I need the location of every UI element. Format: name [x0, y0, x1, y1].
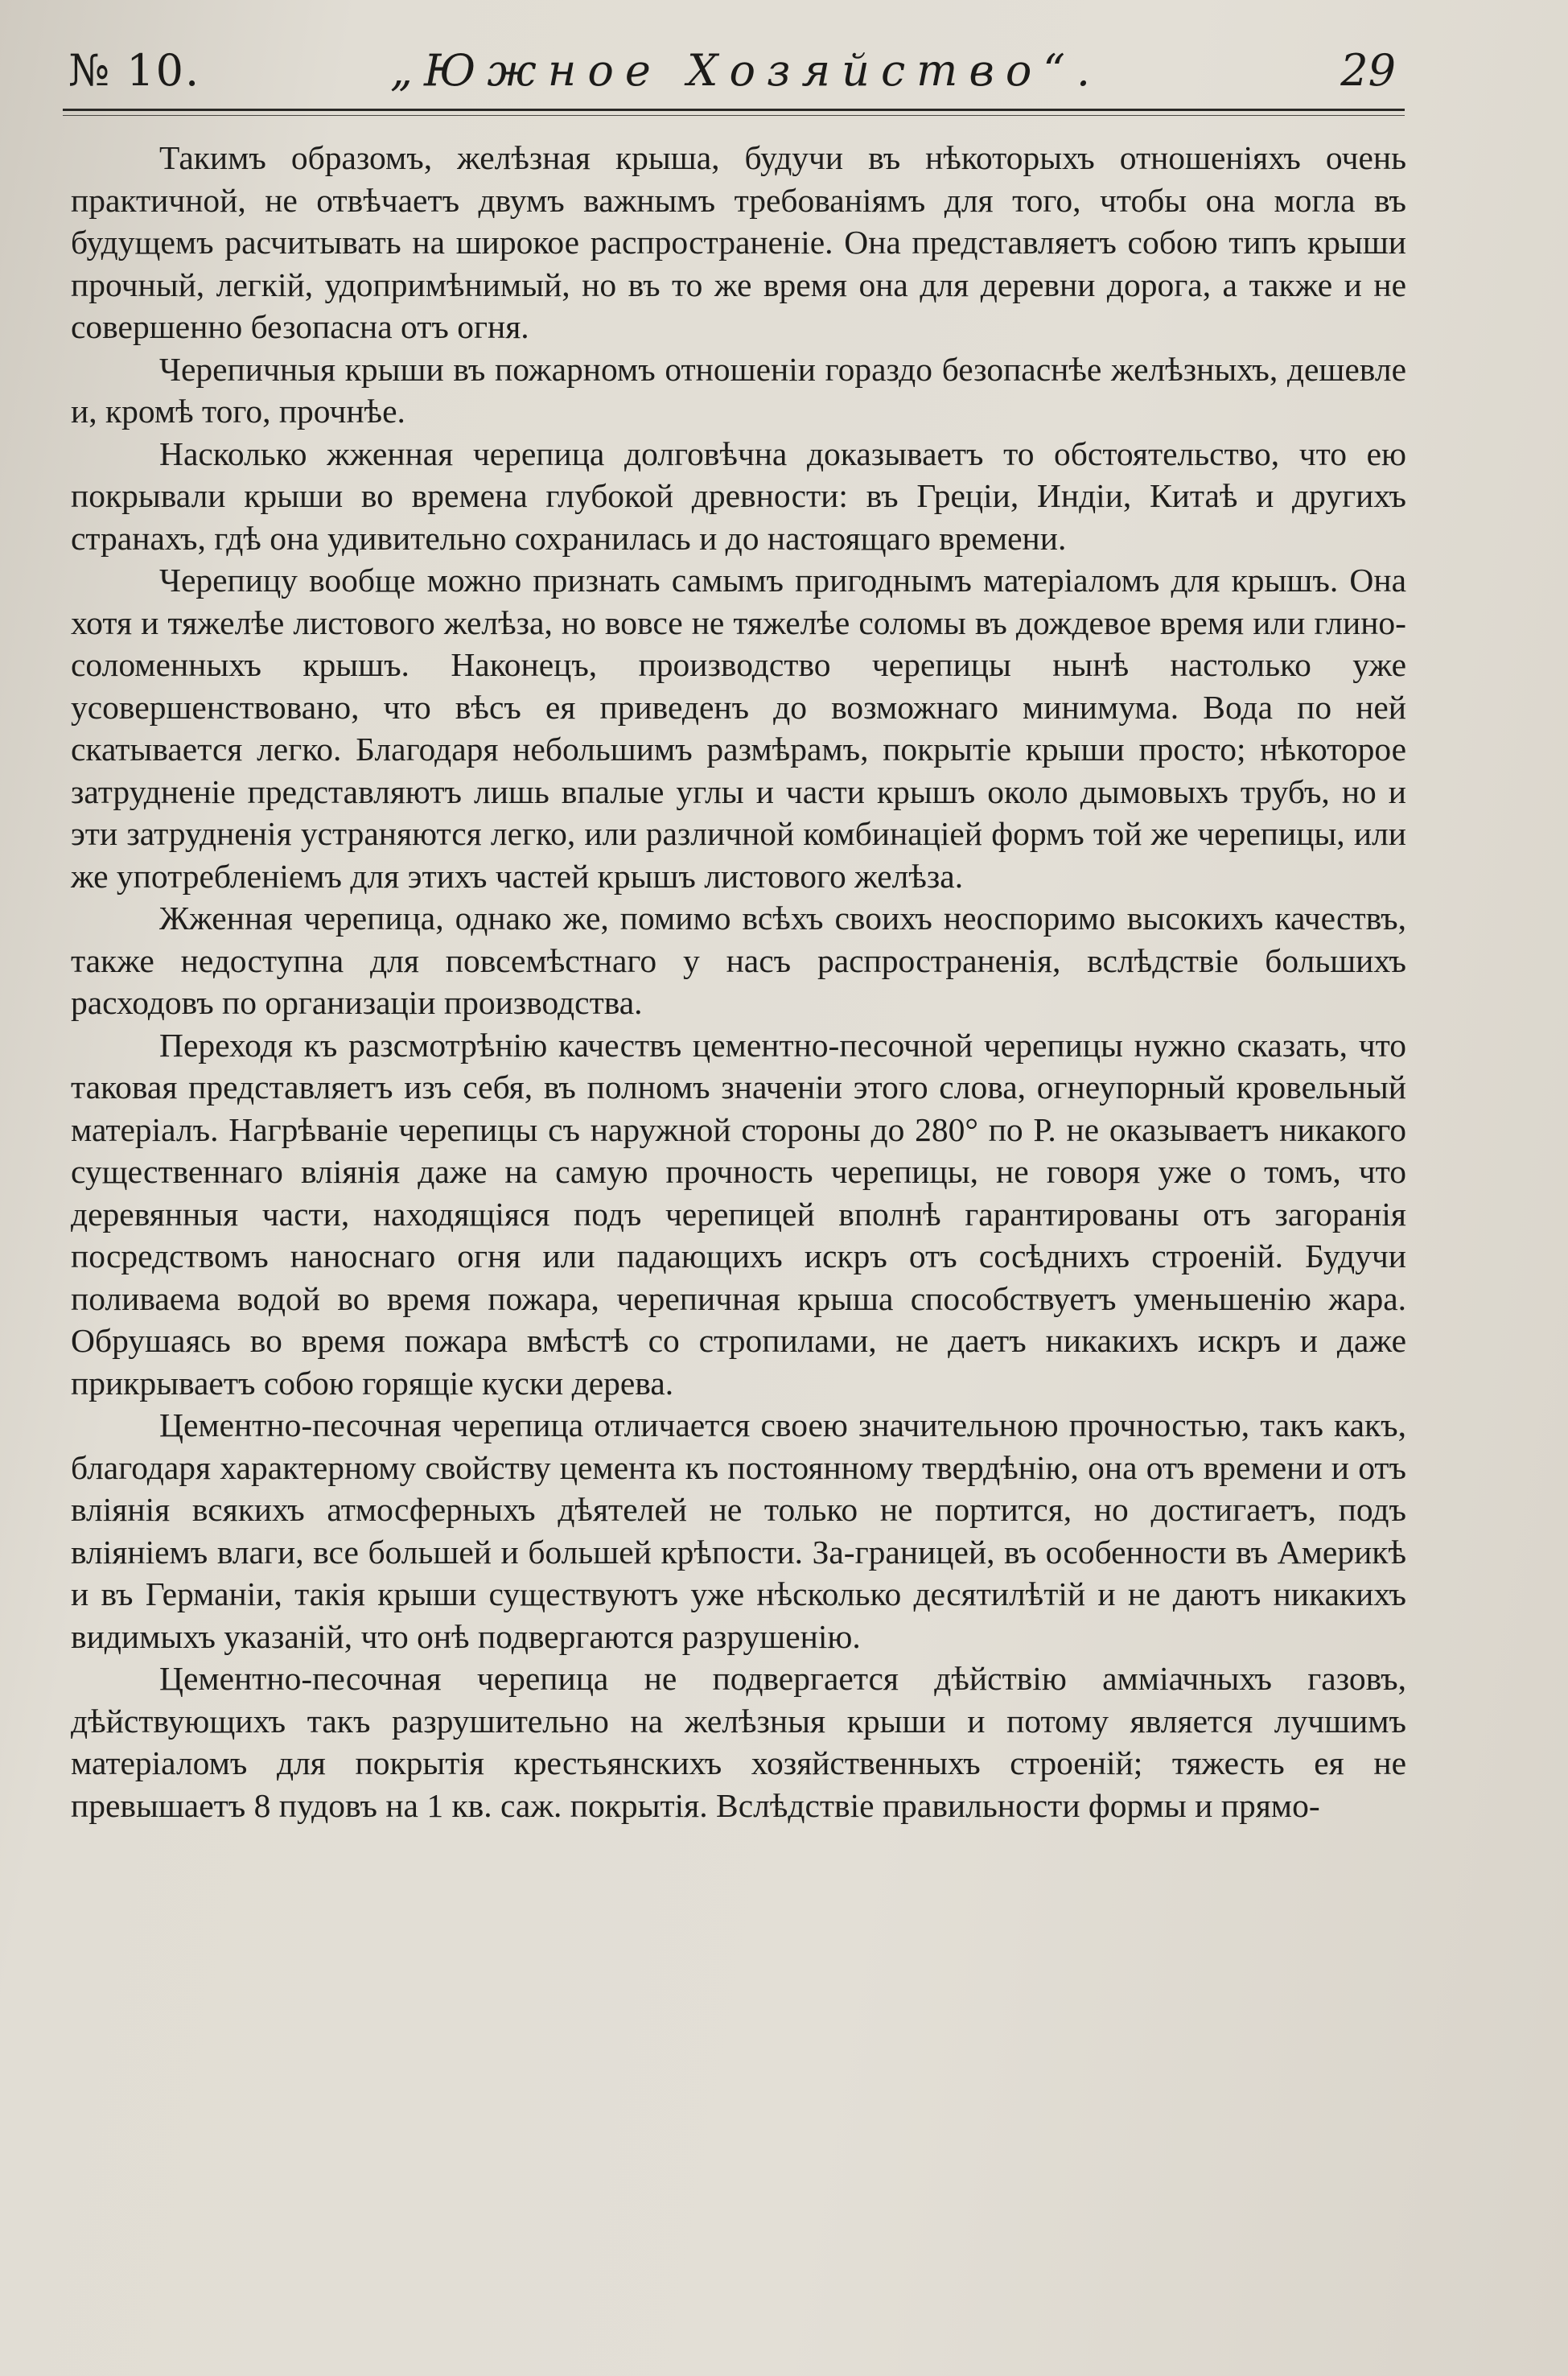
- paragraph: Жженная черепица, однако же, помимо всѣхъ своихъ неоспоримо высокихъ качествъ, также недоступна для повсемѣстнаго у насъ распространенія, вслѣдствіе большихъ расходовъ по организаціи производства.: [71, 900, 1406, 1021]
- page-number: 29: [1340, 45, 1396, 96]
- header-rule-thin: [63, 115, 1405, 116]
- header-rule: [63, 109, 1405, 111]
- paragraph: Цементно-песочная черепица не подвергается дѣйствію аммiачныхъ газовъ, дѣйствующихъ такъ разрушительно на желѣзныя крыши и потому является лучшимъ матеріаломъ для покрытія крестьянскихъ хозяйственныхъ строеній; тяжесть ея не превышаетъ 8 пудовъ на 1 кв. саж. покрытія. Вслѣдствіе правильности формы и прямо-: [71, 1660, 1406, 1824]
- article-body: [71, 137, 1406, 1826]
- journal-title: „Южное Хозяйство“.: [390, 45, 1102, 96]
- paragraph: Насколько жженная черепица долговѣчна доказываетъ то обстоятельство, что ею покрывали крыши во времена глубокой древности: въ Греціи, Индіи, Китаѣ и другихъ странахъ, гдѣ она удивительно сохранилась и до настоящаго времени.: [71, 434, 1406, 557]
- issue-number: № 10.: [68, 45, 201, 96]
- paragraph: Цементно-песочная черепица отличается своею значительною прочностью, такъ какъ, благодаря характерному свойству цемента къ постоянному твердѣнію, она отъ времени и отъ вліянія всякихъ атмосферныхъ дѣятелей не только не портится, но достигаетъ, подъ вліяніемъ влаги, все большей и большей крѣпости. За-границей, въ особенности въ Америкѣ и въ Германіи, такія крыши существуютъ уже нѣсколько десятилѣтій и не даютъ никакихъ видимыхъ указаній, что онѣ подвергаются разрушенію.: [71, 1406, 1406, 1655]
- paragraph: Такимъ образомъ, желѣзная крыша, будучи въ нѣкоторыхъ отношеніяхъ очень практичной, не отвѣчаетъ двумъ важнымъ требованіямъ для того, чтобы она могла въ будущемъ расчитывать на широкое распространеніе. Она представляетъ собою типъ крыши прочный, легкій, удопримѣнимый, но въ то же время она для деревни дорога, а также и не совершенно безопасна отъ огня.: [71, 139, 1406, 345]
- paragraph: Черепицу вообще можно признать самымъ пригоднымъ матеріаломъ для крышъ. Она хотя и тяжелѣе листового желѣза, но вовсе не тяжелѣе соломы въ дождевое время или глино-соломенныхъ крышъ. Наконецъ, производство черепицы нынѣ настолько уже усовершенствовано, что вѣсъ ея приведенъ до возможнаго минимума. Вода по ней скатывается легко. Благодаря небольшимъ размѣрамъ, покрытіе крыши просто; нѣкоторое затрудненіе представляютъ лишь впалые углы и части крышъ около дымовыхъ трубъ, но и эти затрудненія устраняются легко, или различной комбинаціей формъ той же черепицы, или же употребленіемъ для этихъ частей крышъ листового желѣза.: [71, 562, 1406, 895]
- paragraph: Переходя къ разсмотрѣнію качествъ цементно-песочной черепицы нужно сказать, что таковая представляетъ изъ себя, въ полномъ значеніи этого слова, огнеупорный кровельный матеріалъ. Нагрѣваніе черепицы съ наружной стороны до 280° по Р. не оказываетъ никакого существеннаго вліянія даже на самую прочность черепицы, не говоря уже о томъ, что деревянныя части, находящіяся подъ черепицей вполнѣ гарантированы отъ загоранія посредствомъ наноснаго огня или падающихъ искръ отъ сосѣднихъ строеній. Будучи поливаема водой во время пожара, черепичная крыша способствуетъ уменьшенію жара. Обрушаясь во время пожара вмѣстѣ со стропилами, не даетъ никакихъ искръ и даже прикрываетъ собою горящіе куски дерева.: [71, 1026, 1406, 1402]
- paragraph: Черепичныя крыши въ пожарномъ отношеніи гораздо безопаснѣе желѣзныхъ, дешевле и, кромѣ того, прочнѣе.: [71, 350, 1406, 430]
- page-header: [68, 42, 1396, 106]
